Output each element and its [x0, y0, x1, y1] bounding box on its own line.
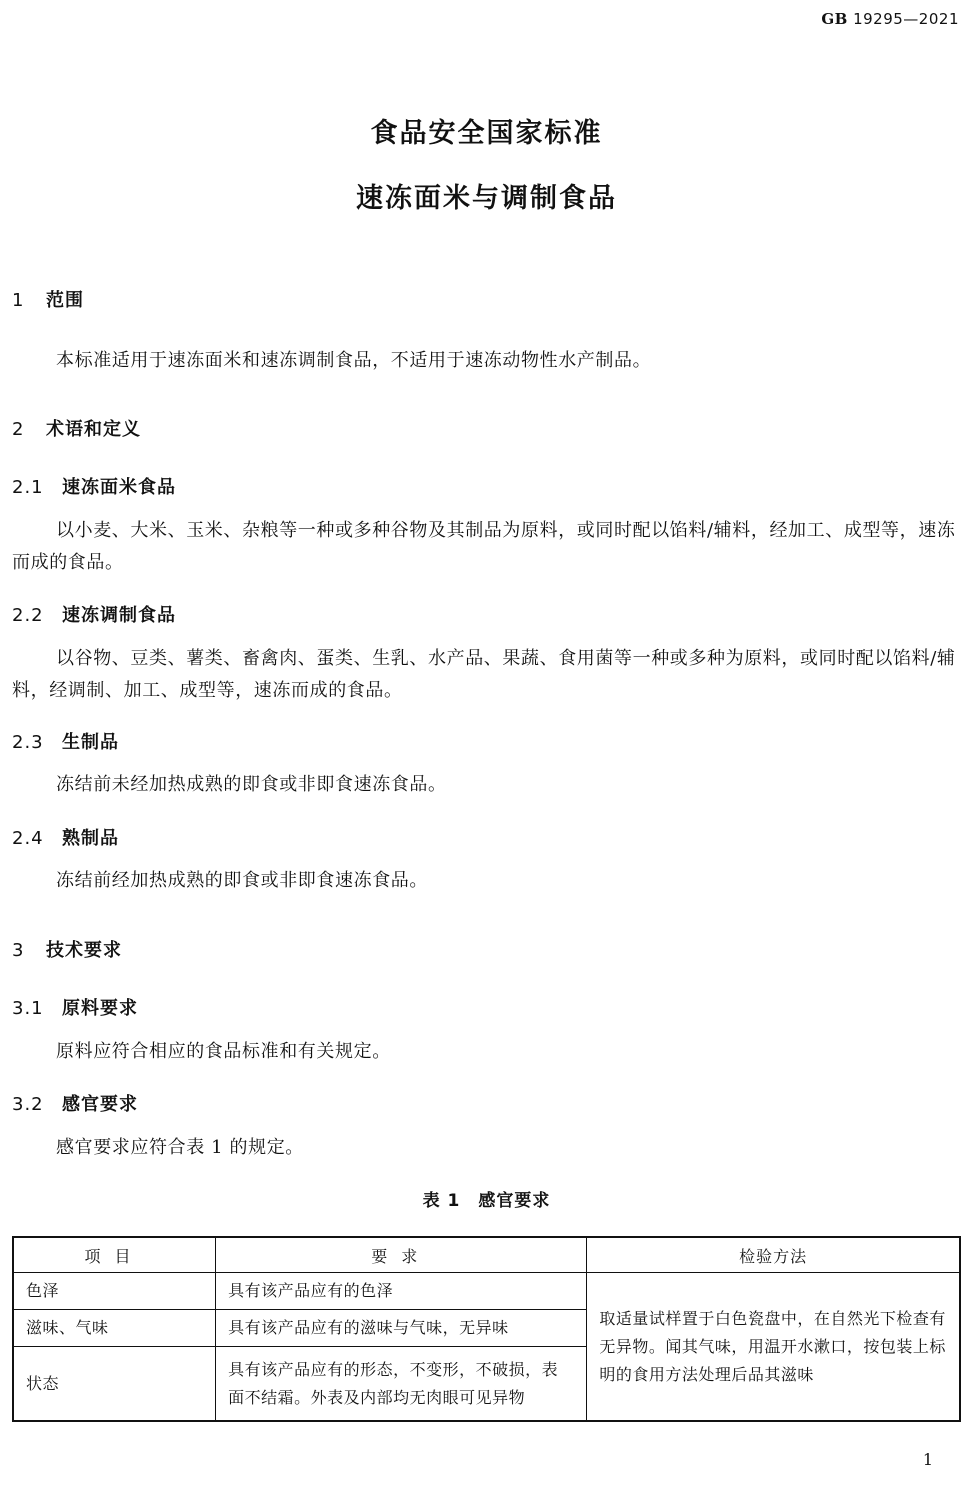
section-text-2-1: 以小麦、大米、玉米、杂粮等一种或多种谷物及其制品为原料，或同时配以馅料/辅料，经加工、成型等，速冻而成的食品。 [12, 520, 956, 573]
section-title: 生制品 [62, 732, 119, 753]
section-heading-3 [12, 936, 122, 962]
section-heading-2-3 [12, 728, 119, 754]
column-header-requirement: 要求 [216, 1237, 587, 1273]
standard-prefix: GB [821, 10, 848, 28]
table-caption: 表 1 感官要求 [422, 1191, 551, 1211]
section-heading-3-2 [12, 1090, 138, 1116]
section-heading-3-1 [12, 994, 138, 1020]
row-requirement: 具有该产品应有的形态，不变形，不破损，表面不结霜。外表及内部均无肉眼可见异物 [216, 1347, 587, 1421]
section-heading-2-2 [12, 601, 176, 627]
section-title: 熟制品 [62, 828, 119, 849]
section-number: 1 [12, 290, 25, 311]
row-item: 色泽 [13, 1273, 216, 1310]
section-title: 感官要求 [62, 1094, 138, 1115]
section-number: 2.4 [12, 828, 44, 849]
section-number: 2.1 [12, 477, 44, 498]
section-title: 技术要求 [46, 940, 122, 961]
standard-number: 19295—2021 [853, 10, 959, 28]
section-heading-2 [12, 415, 141, 441]
section-number: 3.2 [12, 1094, 44, 1115]
section-heading-1 [12, 286, 84, 312]
section-title: 术语和定义 [46, 419, 141, 440]
section-text-2-2: 以谷物、豆类、薯类、畜禽肉、蛋类、生乳、水产品、果蔬、食用菌等一种或多种为原料，或同时配以馅料/辅料，经调制、加工、成型等，速冻而成的食品。 [12, 648, 956, 701]
row-item: 状态 [13, 1347, 216, 1421]
column-header-item: 项目 [13, 1237, 216, 1273]
section-number: 2.2 [12, 605, 44, 626]
row-requirement: 具有该产品应有的色泽 [216, 1273, 587, 1310]
inspection-method: 取适量试样置于白色瓷盘中，在自然光下检查有无异物。闻其气味，用温开水漱口，按包装上标明的食用方法处理后品其滋味 [587, 1273, 960, 1421]
section-text-1: 本标准适用于速冻面米和速冻调制食品，不适用于速冻动物性水产制品。 [56, 350, 652, 371]
section-number: 2.3 [12, 732, 44, 753]
section-heading-2-1 [12, 473, 176, 499]
table-row [13, 1273, 960, 1310]
section-title: 速冻面米食品 [62, 477, 176, 498]
section-text-2-3: 冻结前未经加热成熟的即食或非即食速冻食品。 [56, 774, 447, 795]
section-text-3-1: 原料应符合相应的食品标准和有关规定。 [56, 1041, 391, 1062]
column-header-method: 检验方法 [587, 1237, 960, 1273]
row-item: 滋味、气味 [13, 1310, 216, 1347]
document-subtitle: 速冻面米与调制食品 [356, 183, 617, 214]
section-number: 3 [12, 940, 25, 961]
section-heading-2-4 [12, 824, 119, 850]
section-text-3-2: 感官要求应符合表 1 的规定。 [56, 1137, 304, 1158]
table-header-row [13, 1237, 960, 1273]
section-title: 原料要求 [62, 998, 138, 1019]
sensory-requirements-table [12, 1236, 961, 1422]
page-number: 1 [922, 1450, 933, 1469]
section-number: 2 [12, 419, 25, 440]
section-text-2-4: 冻结前经加热成熟的即食或非即食速冻食品。 [56, 870, 428, 891]
row-requirement: 具有该产品应有的滋味与气味，无异味 [216, 1310, 587, 1347]
section-title: 范围 [46, 290, 84, 311]
standard-code [821, 10, 959, 28]
section-title: 速冻调制食品 [62, 605, 176, 626]
section-number: 3.1 [12, 998, 44, 1019]
document-title: 食品安全国家标准 [370, 118, 603, 149]
